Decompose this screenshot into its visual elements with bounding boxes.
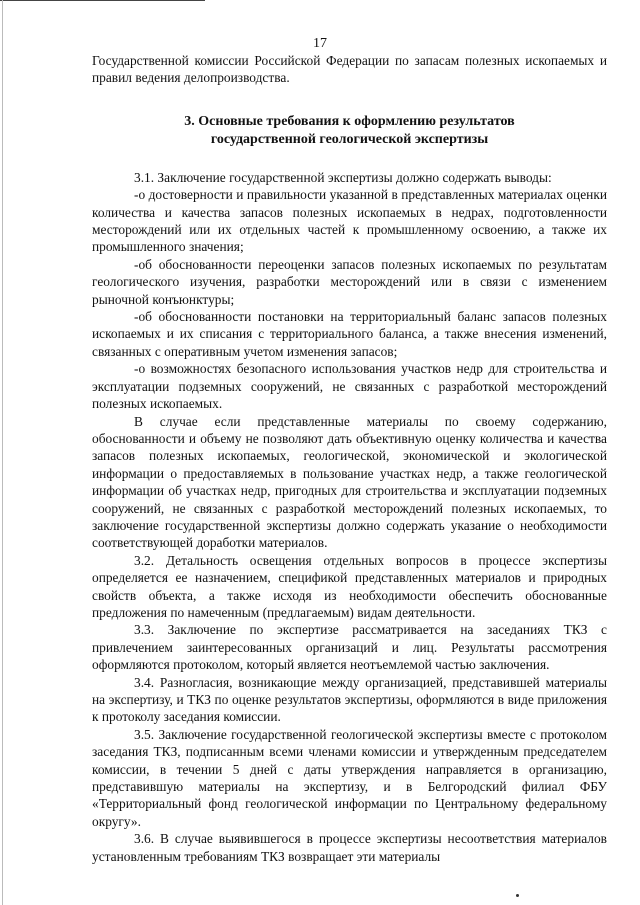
paragraph-3-2: 3.2. Детальность освещения отдельных вопросов в процессе экспертизы определяется ее назначением, спецификой представленных материалов и природных свойств объекта, а также исходя из необходимости обеспечить обоснованные предложения по намеченным (предлагаемым) видам деятельности. bbox=[92, 552, 607, 620]
section-heading-line-2: государственной геологической экспертизы bbox=[210, 131, 489, 147]
paragraph-3-1: 3.1. Заключение государственной экспертизы должно содержать выводы: bbox=[134, 169, 552, 185]
paragraph-balance: -об обоснованности постановки на территориальный баланс запасов полезных ископаемых и их списания с территориального баланса, а также внесения изменений, связанных с оперативным учетом изменения запасов; bbox=[92, 309, 607, 359]
paragraph-reliability: -о достоверности и правильности указанной в представленных материалах оценки количества и качества запасов полезных ископаемых в недрах, подготовленности месторождений или их отдельных частей к промышленному освоению, а также их промышленного значения; bbox=[92, 187, 607, 255]
document-body bbox=[92, 52, 607, 865]
scan-edge-left bbox=[2, 0, 3, 905]
paragraph-insufficient: В случае если представленные материалы по своему содержанию, обоснованности и объему не позволяют дать объективную оценку количества и качества запасов полезных ископаемых, геологической, экономической и экологической информации о предоставляемых в пользование участках недр, а также геологической информации об участках недр, пригодных для строительства и эксплуатации подземных сооружений, не связанных с разработкой месторождений полезных ископаемых, то заключение государственной экспертизы должно содержать указание о необходимости соответствующей доработки материалов. bbox=[92, 413, 607, 551]
paragraph-revaluation: -об обоснованности переоценки запасов полезных ископаемых по результатам геологического изучения, разработки месторождений или в связи с изменением рыночной конъюнктуры; bbox=[92, 256, 607, 307]
scan-edge-top bbox=[0, 0, 205, 1]
paragraph-3-5: 3.5. Заключение государственной геологической экспертизы вместе с протоколом заседания ТКЗ, подписанным всеми членами комиссии и утвержденным председателем комиссии, в течении 5 дней с даты утверждения направляется в организацию, представившую материалы на экспертизу, и в Белгородский филиал ФБУ «Территориальный фонд геологической информации по Центральному федеральному округу». bbox=[92, 726, 607, 829]
page-number: 17 bbox=[313, 36, 327, 51]
section-heading bbox=[92, 113, 607, 149]
paragraph-3-4: 3.4. Разногласия, возникающие между организацией, представившей материалы на экспертизу, и ТКЗ по оценке результатов экспертизы, оформляются в виде приложения к протоколу заседания комиссии. bbox=[92, 674, 607, 725]
paragraph-3-3: 3.3. Заключение по экспертизе рассматривается на заседаниях ТКЗ с привлечением заинтересованных организаций и лиц. Результаты рассмотрения оформляются протоколом, который является неотъемлемой частью заключения. bbox=[92, 622, 607, 673]
intro-paragraph: Государственной комиссии Российской Федерации по запасам полезных ископаемых и правил ведения делопроизводства. bbox=[92, 53, 607, 86]
paragraph-underground: -о возможностях безопасного использования участков недр для строительства и эксплуатации подземных сооружений, не связанных с разработкой месторождений полезных ископаемых. bbox=[92, 361, 607, 412]
scan-speck bbox=[516, 894, 519, 897]
paragraph-3-6: 3.6. В случае выявившегося в процессе экспертизы несоответствия материалов установленным требованиям ТКЗ возвращает эти материалы bbox=[92, 831, 607, 864]
section-heading-line-1: 3. Основные требования к оформлению результатов bbox=[184, 113, 515, 129]
